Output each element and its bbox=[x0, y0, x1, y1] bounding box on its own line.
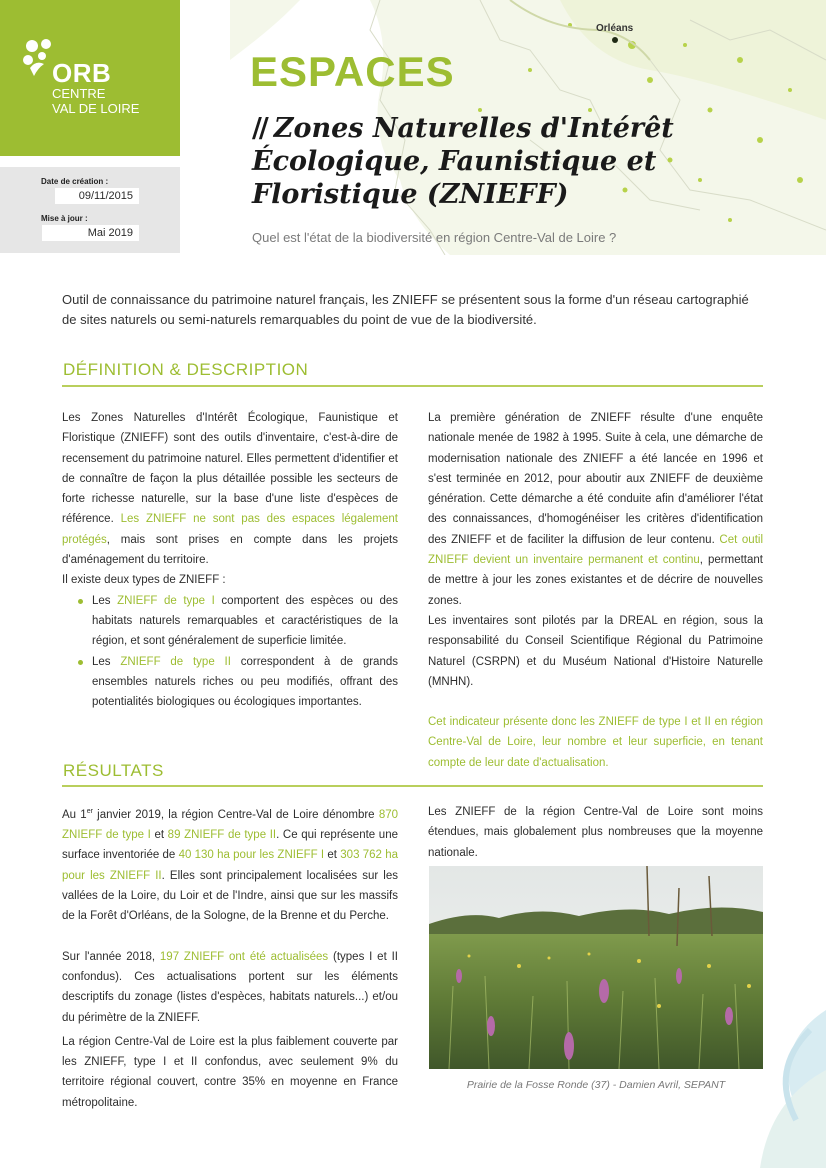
definition-right-column bbox=[428, 408, 763, 773]
definition-paragraph-4: Les inventaires sont pilotés par la DREAL en région, sous la responsabilité du Conseil Scientifique Régional du Patrimoine Naturel (CSRPN) et du Muséum National d'Histoire Naturelle (MNHN). bbox=[428, 614, 763, 688]
meadow-photo bbox=[429, 866, 763, 1069]
results-right-column bbox=[428, 802, 763, 863]
definition-heading: DÉFINITION & DESCRIPTION bbox=[63, 360, 309, 379]
definition-paragraph-2: Il existe deux types de ZNIEFF : bbox=[62, 574, 226, 587]
results-paragraph-2: Sur l'année 2018, 197 ZNIEFF ont été actualisées (types I et II confondus). Ces actualisations portent sur les éléments descriptifs du zonage (listes d'espèces, habitats naturels...) et/ou du périmètre de la ZNIEFF. bbox=[62, 950, 398, 1024]
creation-date-value: 09/11/2015 bbox=[55, 188, 139, 204]
logo-line1: CENTRE bbox=[52, 86, 106, 101]
highlight-text: Les ZNIEFF ne sont pas des espaces légalement protégés bbox=[62, 513, 398, 546]
results-left-column bbox=[62, 802, 398, 1113]
results-paragraph-3: La région Centre-Val de Loire est la plus faiblement couverte par les ZNIEFF, type I et II confondus, avec seulement 9% du territoire régional couvert, contre 35% en moyenne en France métropolitaine. bbox=[62, 1035, 398, 1109]
results-rule bbox=[62, 785, 763, 787]
logo-name: ORB bbox=[52, 58, 112, 88]
title-prefix: // bbox=[252, 113, 266, 144]
title-text: Zones Naturelles d'Intérêt Écologique, Faunistique et Floristique (ZNIEFF) bbox=[252, 113, 674, 210]
update-date-label: Mise à jour : bbox=[41, 214, 88, 223]
definition-paragraph-1: Les Zones Naturelles d'Intérêt Écologique, Faunistique et Floristique (ZNIEFF) sont des outils d'inventaire, c'est-à-dire de recensement du patrimoine naturel. Elles permettent d'identifier et de connaître de façon la plus détaillée possible les secteurs de forte richesse naturelle, sur la base d'une liste d'espèces de référence. Les ZNIEFF ne sont pas des espaces légalement protégés, mais sont prises en compte dans les projets d'aménagement du territoire. bbox=[62, 412, 398, 567]
definition-paragraph-3: La première génération de ZNIEFF résulte d'une enquête nationale menée de 1982 à 1995. Suite à cela, une démarche de modernisation nationale des ZNIEFF a été lancée en 1996 et s'est terminée en 2012, pour aboutir aux ZNIEFF de deuxième génération. Cette démarche a été conduite afin d'améliorer l'état des connaissances, d'homogénéiser les critères d'identification des ZNIEFF et de faciliter la diffusion de leur contenu. Cet outil ZNIEFF devient un inventaire permanent et continu, permettant de mettre à jour les zones existantes et de décrire de nouvelles zones. bbox=[428, 412, 763, 607]
results-paragraph-1: Au 1er janvier 2019, la région Centre-Val de Loire dénombre 870 ZNIEFF de type I et 89 ZNIEFF de type II. Ce qui représente une surface inventoriée de 40 130 ha pour les ZNIEFF I et 303 762 ha pour les ZNIEFF II. Elles sont principalement localisées sur les vallées de la Loire, du Loir et de l'Indre, ainsi que sur les massifs de la Forêt d'Orléans, de la Sologne, de la Brenne et du Perche. bbox=[62, 808, 398, 923]
intro-paragraph: Outil de connaissance du patrimoine naturel français, les ZNIEFF se présentent sous la forme d'un réseau cartographié de sites naturels ou semi-naturels remarquables du point de vue de la biodiversité. bbox=[62, 292, 749, 327]
photo-caption: Prairie de la Fosse Ronde (37) - Damien Avril, SEPANT bbox=[466, 1079, 726, 1091]
indicator-paragraph: Cet indicateur présente donc les ZNIEFF de type I et II en région Centre-Val de Loire, leur nombre et leur superficie, en tenant compte de leur date d'actualisation. bbox=[428, 716, 763, 769]
list-item: Les ZNIEFF de type I comportent des espèces ou des habitats naturels remarquables et caractéristiques de la région, et sont généralement de superficie limitée. bbox=[92, 591, 398, 652]
page-subtitle: Quel est l'état de la biodiversité en région Centre-Val de Loire ? bbox=[252, 230, 617, 245]
results-heading: RÉSULTATS bbox=[63, 761, 164, 780]
definition-rule bbox=[62, 385, 763, 387]
page-title bbox=[252, 112, 752, 211]
map-city-label: Orléans bbox=[596, 23, 634, 34]
logo-line2: VAL DE LOIRE bbox=[52, 101, 140, 116]
category-title: ESPACES bbox=[250, 48, 455, 95]
definition-left-column bbox=[62, 408, 398, 712]
creation-date-label: Date de création : bbox=[41, 177, 109, 186]
results-paragraph-4: Les ZNIEFF de la région Centre-Val de Loire sont moins étendues, mais globalement plus nombreuses que la moyenne nationale. bbox=[428, 806, 763, 859]
list-item: Les ZNIEFF de type II correspondent à de grands ensembles naturels riches ou peu modifiés, offrant des potentialités biologiques ou écologiques importantes. bbox=[92, 652, 398, 713]
znieff-types-list bbox=[62, 591, 398, 713]
update-date-value: Mai 2019 bbox=[42, 225, 139, 241]
